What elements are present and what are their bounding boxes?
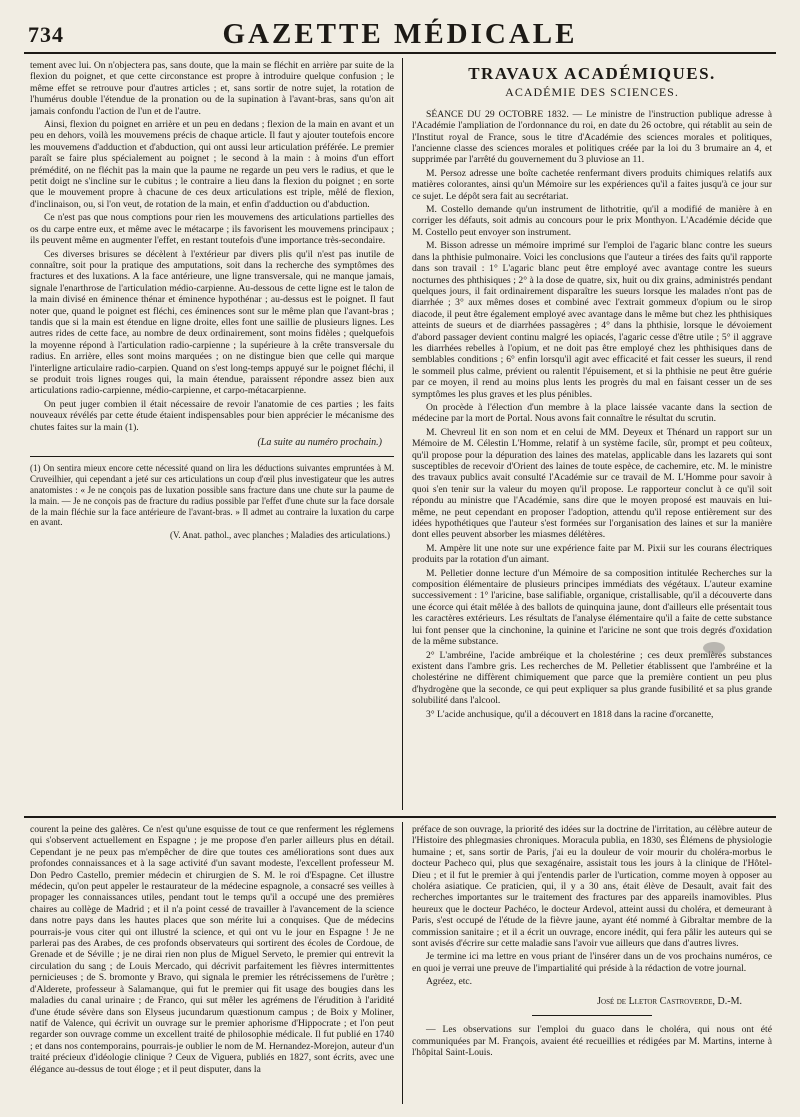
academy-paragraph: On procède à l'élection d'un membre à la place laissée vacante dans la section de médecine par la mort de Portal. Nous avons fait connaître le résultat du scrutin. [412, 401, 772, 425]
article-paragraph: On peut juger combien il était nécessaire de revoir l'anatomie de ces parties ; les faits nouveaux révélés par cette étude étaient indispensables pour bien apprécier le mécanisme des chutes faites sur la main (1). [30, 398, 394, 433]
academy-paragraph: M. Ampère lit une note sur une expérience faite par M. Pixii sur les courans électriques produits par la rotation d'un aimant. [412, 542, 772, 566]
column-divider-top [402, 58, 403, 810]
article-paragraph: Ainsi, flexion du poignet en arrière et un peu en dedans ; flexion de la main en avant et un peu en dehors, voilà les mouvemens précis de chaque article. Il faut y ajouter toutefois encore les mouvemens d'adduction et d'abduction, qui ont aussi leur articulation préférée. Le premier paraît se faire plus spécialement au poignet ; le second à la main : à moins d'un effort prémédité, on ne fléchit pas la main que la paume ne regarde un peu vers le radius, et que le petit doigt ne s'incline sur le cubitus ; le contraire a lieu dans la flexion du poignet ; en sorte que le mouvement propre à chacune de ces deux articulations est triple, mêlé de flexion, d'inclinaison, ou, si l'on veut, de rotation de la main, et enfin d'adduction ou d'abduction. [30, 119, 394, 210]
academy-paragraph: M. Chevreul lit en son nom et en celui de MM. Deyeux et Thénard un rapport sur un Mémoire de M. Célestin L'Homme, relatif à un système facile, sûr, prompt et peu coûteux, qu'il propose pour la dépuration des laines des matelas, applicable dans les lazarets qui sont susceptibles de recevoir d'Orient des laines de toute espèce, de cachemire, etc. M. le ministre des travaux publics avait consulté l'Académie sur ce travail de M. L'Homme pour savoir à quoi s'en tenir sur la valeur du moyen qu'il propose. Le rapporteur conclut à ce qu'il soit répondu au ministre que l'Académie, sans dire que le moyen proposé est mauvais en lui-même, ne peut cependant en proposer l'adoption, attendu qu'il repose entièrement sur des idées hypothétiques que l'auteur s'est formées sur l'organisation des laines et sur la manière dont elles peuvent absorber les miasmes délétères. [412, 426, 772, 541]
left-column-bottom [30, 824, 394, 1106]
masthead [24, 14, 776, 54]
subsection-title: ACADÉMIE DES SCIENCES. [505, 85, 679, 100]
footnote-rule [30, 456, 394, 457]
academy-paragraph: 2° L'ambréine, l'acide ambréique et la cholestérine ; ces deux premières substances existent dans l'ambre gris. Les recherches de M. Pelletier établissent que l'ambréine et la cholestérine ne diffèrent chimiquement que parce que la première contient un peu plus d'hydrogène que la seconde, ce qui peut expliquer sa plus grande fusibilité et sa plus grande solubilité dans l'alcool. [412, 649, 772, 707]
page-number: 734 [28, 22, 64, 47]
header-rule [24, 52, 776, 54]
footnote: (1) On sentira mieux encore cette nécessité quand on lira les déductions suivantes empruntées à M. Cruveilhier, qui cependant a jeté sur ces articulations un coup d'œil plus investigateur que les autres anatomistes : « Je ne conçois pas de luxation possible sans fracture dans une chute sur la paume de la main. — Je ne conçois pas de fracture du radius possible par l'effet d'une chute sur la face dorsale de la main fléchie sur la face antérieure de l'avant-bras. » Il admet au contraire la luxation du carpe en avant. [30, 463, 394, 528]
footnote-source: (V. Anat. pathol., avec planches ; Maladies des articulations.) [169, 530, 390, 541]
article-paragraph: tement avec lui. On n'objectera pas, sans doute, que la main se fléchit en arrière par suite de la flexion du poignet, et que cette circonstance est propre à introduire quelque confusion ; le même effet se retrouve pour d'autres articles ; et, sans sortir de notre sujet, la rotation de l'humérus double l'étendue de la pronation ou de la supination à l'avant-bras, sans qu'on ait jamais confondu l'action de l'un et de l'autre. [30, 60, 394, 117]
article-paragraph: Ces diverses brisures se décèlent à l'extérieur par divers plis qu'il n'est pas inutile de connaître, soit pour la pratique des amputations, soit dans la recherche des symptômes des fractures et des luxations. A la face antérieure, une ligne transversale, qui ne manque jamais, signale l'enarthrose de l'articulation médio-carpienne. Au-dessous de cette ligne est le talon de la main divisé en éminence thénar et éminence hypothénar ; au-dessus est le poignet. Il faut noter que, quand le poignet est fléchi, ces éminences sont sur le même plan que l'avant-bras ; tandis que si la main est étendue en ligne droite, elles font une saillie de plusieurs lignes. Les autres rides de cette face, au nombre de deux ordinairement, sont moins fidèles ; quelquefois la moyenne répond à l'articulation radio-carpienne ; la supérieure à la crête transversale du radius. En arrière, elles sont moins marquées ; on ne distingue bien que celle qui marque l'interligne articulaire radio-carpien. Quand on s'est long-temps appuyé sur le poignet fléchi, il se produit trois lignes rouges qui, la main étendue, paraissent répondre assez bien aux articulations radio-carpienne, médio-carpienne, et carpo-métacarpienne. [30, 248, 394, 397]
left-column-top [30, 60, 394, 812]
continued-note: (La suite au numéro prochain.) [257, 437, 382, 448]
academy-paragraph: M. Pelletier donne lecture d'un Mémoire de sa composition intitulée Recherches sur la composition élémentaire de plusieurs principes immédiats des végétaux. L'auteur examine successivement : 1° l'aricine, base salifiable, organique, cristallisable, qu'il a découverte dans une écorce qui était mêlée à des ballots de quinquina jaune, dont d'ailleurs elle présentait tous les caractères extérieurs. Les résultats de l'analyse élémentaire qu'il a faite de cette substance lui font penser que la cinchonine, la quinine et l'aricine ne sont que trois degrés d'oxidation de la même substance. [412, 567, 772, 648]
letter-salutation: Agréez, etc. [426, 976, 473, 988]
academy-paragraph: M. Persoz adresse une boîte cachetée renfermant divers produits chimiques relatifs aux matières colorantes, ainsi qu'un Mémoire sur les expériences qu'il a faites jusqu'à ce jour sur ce sujet. Le dépôt sera fait au secrétariat. [412, 167, 772, 202]
letter-paragraph: préface de son ouvrage, la priorité des idées sur la doctrine de l'irritation, au célèbre auteur de l'Histoire des phlegmasies chroniques. Moracula publia, en 1830, ses Élémens de physiologie humaine ; et, sans sortir de Paris, j'ai eu la douleur de voir mourir du choléra-morbus le docteur Pacheco qui, plus que sexagénaire, assistait tous les jours à la clinique de l'Hôtel-Dieu ; et il fut le premier à qui j'entendis parler de l'urtication, comme moyen à opposer au choléra asiatique. Ce praticien, qui, il y a 30 ans, était élève de Desault, avait fait des recherches importantes sur le traitement des fractures par des appareils inamovibles. Plus heureux que le docteur Pachéco, le docteur Ardevol, atteint aussi du choléra, et demeurant à Paris, s'est occupé de l'étude de la fièvre jaune, ayant été nommé à Gibraltar membre de la commission sanitaire ; et il a écrit un ouvrage, encore inédit, qui fera pâlir les auteurs qui se sont avisés d'écrire sur cette maladie sans l'avoir vue ailleurs que dans d'autres livres. [412, 824, 772, 950]
academy-paragraph: M. Bisson adresse un mémoire imprimé sur l'emploi de l'agaric blanc contre les sueurs dans la phthisie pulmonaire. Voici les conclusions que l'auteur a tirées des faits qu'il rapporte dans son travail : 1° L'agaric blanc peut être employé avec avantage contre les sueurs nocturnes des phthisiques ; 2° à la dose de quatre, six, huit ou dix grains, administrés pendant quelques jours, il fait ordinairement disparaître les sueurs lorsque les malades n'ont pas de diarrhée ; 3° aux mêmes doses et combiné avec l'extrait gommeux d'opium ou le sirop diacode, il peut être également employé avec avantage dans le même but chez les phthisiques atteints de sueurs et de diarrhées passagères ; 4° dans la phthisie, lorsque le dévoiement d'abord passager devient continu malgré les opiacés, l'agaric cesse d'être utile ; 5° il aggrave les diarrhées rebelles à l'opium, et ne doit pas être employé chez les phthisiques dans de semblables conditions ; 6° enfin lorsqu'il agit avec efficacité et fait cesser les sueurs, il rend le sommeil plus calme, prévient ou ralentit l'épuisement, et si la phthisie ne peut être guérie par ce moyen, il rend au moins plus lents les progrès du mal en faisant cesser un de ses symptômes les plus graves et les plus pénibles. [412, 240, 772, 400]
right-column-top [412, 60, 772, 812]
letter-closing: Je termine ici ma lettre en vous priant de l'insérer dans un de vos prochains numéros, ce en quoi je verrai une preuve de l'impartialité qui préside à la rédaction de votre journal. [412, 951, 772, 974]
academy-paragraph: 3° L'acide anchusique, qu'il a découvert en 1818 dans la racine d'orcanette, [426, 708, 714, 720]
article-paragraph: Ce n'est pas que nous comptions pour rien les mouvemens des articulations partielles des os du carpe entre eux, et même avec le métacarpe ; ils favorisent les mouvemens principaux ; ils peuvent même en augmenter l'effet, en restant toutefois d'une importance très-secondaire. [30, 212, 394, 247]
editorial-note: — Les observations sur l'emploi du guaco dans le choléra, qui nous ont été communiquées par M. François, avaient été recueillies et rédigées par M. Martins, interne à l'hôpital Saint-Louis. [412, 1024, 772, 1058]
academy-paragraph: SÉANCE DU 29 OCTOBRE 1832. — Le ministre de l'instruction publique adresse à l'Académie l'ampliation de l'ordonnance du roi, en date du 26 octobre, qui rétablit au sein de l'Institut royal de France, sous le titre d'Académie des sciences morales et politiques, l'ancienne classe des sciences morales et politiques créée par la loi du 3 brumaire an 4, et supprimée par l'arrêté du gouvernement du 3 pluviose an 11. [412, 108, 772, 166]
journal-title: GAZETTE MÉDICALE [222, 18, 578, 50]
note-separator [532, 1015, 652, 1016]
right-column-bottom [412, 824, 772, 1106]
section-divider-rule [24, 816, 776, 818]
section-title: TRAVAUX ACADÉMIQUES. [468, 64, 716, 83]
column-divider-bottom [402, 822, 403, 1104]
paper-stain [703, 642, 725, 654]
academy-paragraph: M. Costello demande qu'un instrument de lithotritie, qu'il a modifié de manière à en corriger les défauts, soit admis au concours pour le prix Monthyon. L'Académie décide que M. Costello peut envoyer son instrument. [412, 204, 772, 238]
letter-paragraph: courent la peine des galères. Ce n'est qu'une esquisse de tout ce que renferment les réglemens qui s'observent actuellement en Espagne ; je me propose d'en parler ailleurs plus en détail. Cependant je ne peux pas m'empêcher de dire que toutes ces améliorations sont dues aux profondes connaissances et à la sage activité d'un savant modeste, l'excellent professeur M. Don Pedro Castello, premier médecin et chirurgien de S. M. le roi d'Espagne. Cet illustre médecin, qu'on peut appeler le restaurateur de la médecine espagnole, a consacré ses veilles à propager les connaissances utiles, pendant tout le temps qu'il a occupé une des premières chaires au collège de Madrid ; et il n'a point cessé de travailler à l'avancement de la science dans notre pays dans les hautes places que son mérite lui a conquises. Que de médecins pourrais-je vous citer qui ont illustré la science, et qui ont vu le jour en Espagne ! Je ne parlerai pas des Arabes, de ces profonds observateurs qui sortirent des écoles de Cordoue, de Grenade et de Séville ; je ne dirai rien non plus de Miguel Serveto, le premier qui entrevit la circulation du sang ; de Louis Mercado, qui décrivit parfaitement les fièvres intermittentes pernicieuses ; de S. bromonte y Bravo, qui signala le premier les rétrécissemens de l'urètre ; d'Alderete, professeur à Salamanque, qui fut le premier qui fit usage des bougies dans les maladies du canal urinaire ; de Franco, qui sut mêler les agrémens de l'érudition à l'aridité d'une étude sévère dans son Elyseus jucundarum quæstionum campus ; de Boix y Moliner, natif de Valence, qui écrivit un ouvrage sur le premier aphorisme d'Hippocrate ; et l'on peut regarder son ouvrage comme un excellent traité de philosophie médicale. Il fut publié en 1740 ; et dans nos contemporains, pourrais-je oublier le nom de M. Hernandez-Morejon, auteur d'un traité précieux d'idéologie clinique ? Ceux de Viguera, publiés en 1827, sont écrits, avec une élégance au-dessus de tout éloge ; et il peut disputer, dans la [30, 824, 394, 1075]
letter-signature: José de Lletor Castroverde, D.-M. [597, 995, 742, 1007]
